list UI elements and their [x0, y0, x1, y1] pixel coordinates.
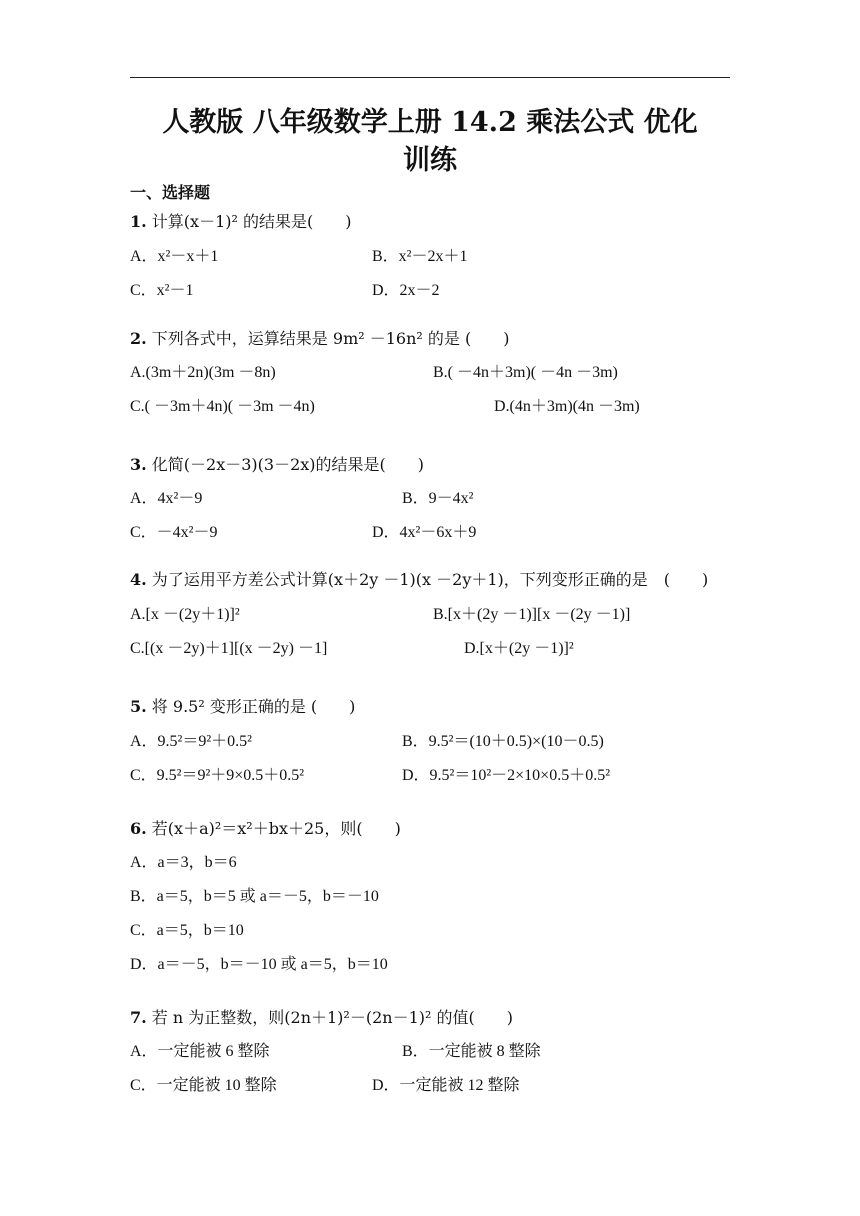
- q4-option-a: A.[x －(2y＋1)]²: [130, 606, 240, 623]
- question-number: 2.: [130, 329, 147, 348]
- question-stem: 计算(x－1)² 的结果是( ): [151, 212, 352, 231]
- question-6: [130, 816, 401, 839]
- question-3: [130, 452, 424, 475]
- q3-option-d: D．4x²－6x＋9: [372, 524, 477, 541]
- question-7: [130, 1005, 513, 1028]
- question-stem: 若 n 为正整数，则(2n＋1)²－(2n－1)² 的值( ): [151, 1008, 513, 1027]
- question-stem: 下列各式中，运算结果是 9m² －16n² 的是 ( ): [151, 329, 510, 348]
- q1-option-a: A．x²－x＋1: [130, 248, 219, 265]
- q7-option-b: B．一定能被 8 整除: [402, 1043, 541, 1060]
- q6-option-d: D．a＝－5，b＝－10 或 a＝5，b＝10: [130, 956, 388, 973]
- question-2: [130, 326, 509, 349]
- question-1: [130, 209, 351, 232]
- question-number: 6.: [130, 819, 147, 838]
- title-line-2: 训练: [403, 145, 457, 176]
- q4-option-d: D.[x＋(2y －1)]²: [464, 640, 574, 657]
- q5-option-c: C．9.5²＝9²＋9×0.5＋0.5²: [130, 767, 305, 784]
- q5-option-b: B．9.5²＝(10＋0.5)×(10－0.5): [402, 733, 604, 750]
- question-number: 1.: [130, 212, 147, 231]
- q3-option-b: B．9－4x²: [402, 490, 474, 507]
- q3-option-a: A．4x²－9: [130, 490, 203, 507]
- q7-option-c: C．一定能被 10 整除: [130, 1077, 277, 1094]
- q2-option-b: B.( －4n＋3m)( －4n －3m): [433, 364, 618, 381]
- question-number: 3.: [130, 455, 147, 474]
- question-number: 5.: [130, 697, 147, 716]
- q1-option-b: B．x²－2x＋1: [372, 248, 468, 265]
- section-heading: 一、选择题: [130, 183, 211, 202]
- q3-option-c: C．－4x²－9: [130, 524, 218, 541]
- q7-option-d: D．一定能被 12 整除: [372, 1077, 520, 1094]
- document-title: [130, 104, 730, 180]
- q4-option-c: C.[(x －2y)＋1][(x －2y) －1]: [130, 640, 328, 657]
- question-5: [130, 694, 355, 717]
- q6-option-b: B．a＝5，b＝5 或 a＝－5，b＝－10: [130, 888, 379, 905]
- question-stem: 若(x＋a)²＝x²＋bx＋25，则( ): [151, 819, 401, 838]
- question-4: [130, 567, 708, 590]
- q2-option-d: D.(4n＋3m)(4n －3m): [494, 398, 640, 415]
- question-number: 7.: [130, 1008, 147, 1027]
- q1-option-d: D．2x－2: [372, 282, 440, 299]
- q2-option-c: C.( －3m＋4n)( －3m －4n): [130, 398, 315, 415]
- question-stem: 化简(－2x－3)(3－2x)的结果是( ): [151, 455, 425, 474]
- question-number: 4.: [130, 570, 147, 589]
- q5-option-a: A．9.5²＝9²＋0.5²: [130, 733, 252, 750]
- question-stem: 将 9.5² 变形正确的是 ( ): [151, 697, 356, 716]
- q4-option-b: B.[x＋(2y －1)][x －(2y －1)]: [433, 606, 631, 623]
- q7-option-a: A．一定能被 6 整除: [130, 1043, 270, 1060]
- q5-option-d: D．9.5²＝10²－2×10×0.5＋0.5²: [402, 767, 610, 784]
- header-rule: [130, 77, 730, 78]
- q2-option-a: A.(3m＋2n)(3m －8n): [130, 364, 276, 381]
- q6-option-a: A．a＝3，b＝6: [130, 854, 237, 871]
- question-stem: 为了运用平方差公式计算(x＋2y －1)(x －2y＋1)，下列变形正确的是 ( ): [151, 570, 709, 589]
- q1-option-c: C．x²－1: [130, 282, 194, 299]
- q6-option-c: C．a＝5，b＝10: [130, 922, 244, 939]
- title-line-1: 人教版 八年级数学上册 14.2 乘法公式 优化: [162, 107, 698, 138]
